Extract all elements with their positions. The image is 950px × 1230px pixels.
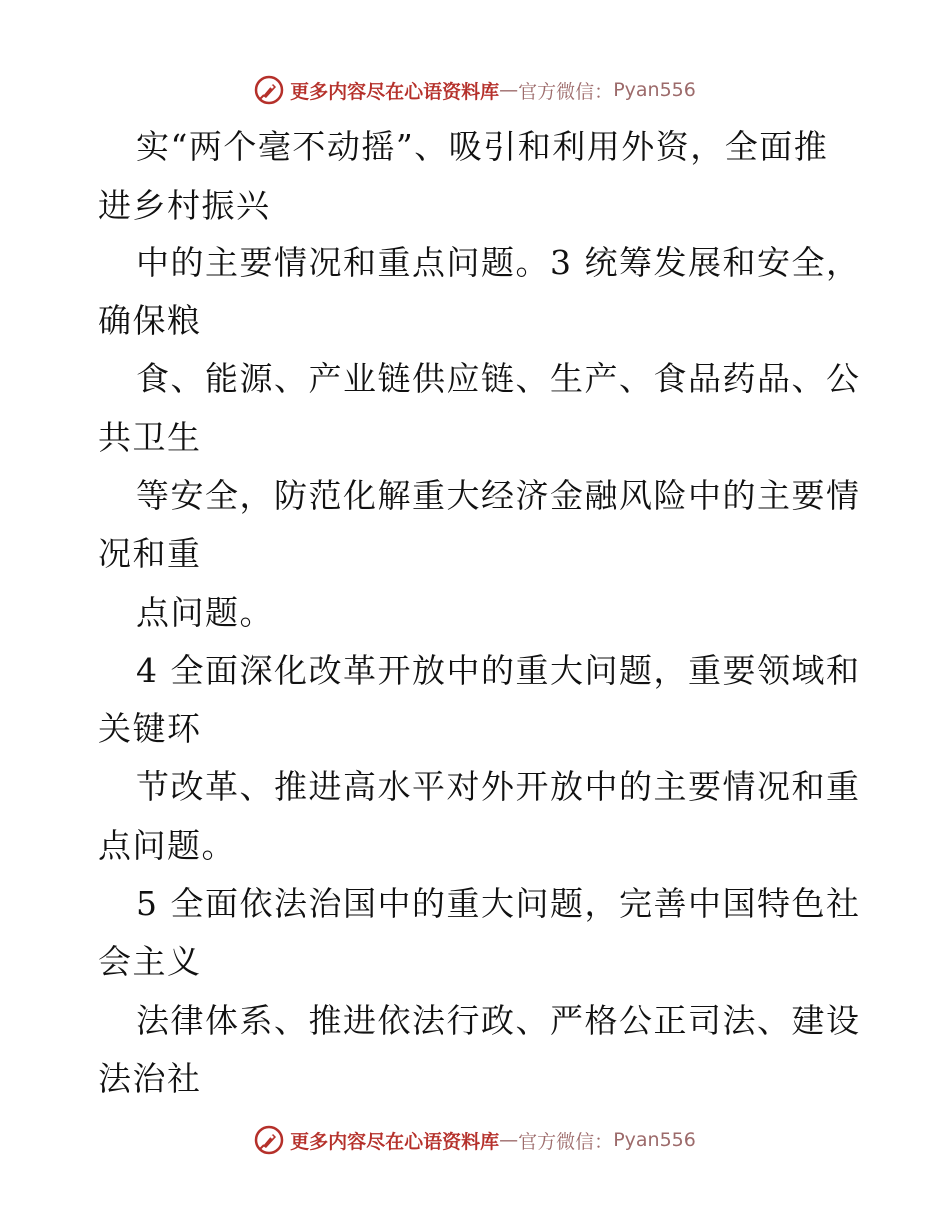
- body-line: 关键环: [98, 709, 202, 748]
- body-line: 食、能源、产业链供应链、生产、食品药品、公: [136, 359, 861, 398]
- body-line: 5 全面依法治国中的重大问题，完善中国特色社: [136, 884, 861, 923]
- watermark-brand-text: 更多内容尽在心语资料库: [290, 1130, 500, 1153]
- body-line: 进乡村振兴: [98, 186, 271, 225]
- body-line: 法治社: [98, 1059, 202, 1098]
- watermark-brand-text: 更多内容尽在心语资料库: [290, 80, 500, 103]
- pen-nib-circle-icon: [254, 1125, 284, 1155]
- watermark-dash: —: [499, 1129, 519, 1151]
- watermark-wechat-id: Pyan556: [613, 1129, 696, 1151]
- body-line: 等安全，防范化解重大经济金融风险中的主要情: [136, 476, 861, 515]
- watermark-wechat-label: 官方微信：: [518, 80, 614, 103]
- watermark-dash: —: [499, 79, 519, 101]
- body-line: 4 全面深化改革开放中的重大问题，重要领域和: [136, 651, 861, 690]
- body-line: 实“两个毫不动摇”、吸引和利用外资，全面推: [136, 127, 829, 166]
- body-line: 中的主要情况和重点问题。3 统筹发展和安全，: [136, 243, 861, 282]
- body-line: 法律体系、推进依法行政、严格公正司法、建设: [136, 1001, 861, 1040]
- body-line: 确保粮: [98, 301, 202, 340]
- watermark-wechat-id: Pyan556: [613, 79, 696, 101]
- body-line: 共卫生: [98, 418, 202, 457]
- body-line: 况和重: [98, 534, 202, 573]
- body-line: 点问题。: [136, 593, 274, 632]
- body-line: 节改革、推进高水平对外开放中的主要情况和重: [136, 767, 861, 806]
- body-line: 点问题。: [98, 826, 236, 865]
- watermark-wechat-label: 官方微信：: [518, 1130, 614, 1153]
- footer-watermark: [0, 1122, 950, 1158]
- body-line: 会主义: [98, 942, 202, 981]
